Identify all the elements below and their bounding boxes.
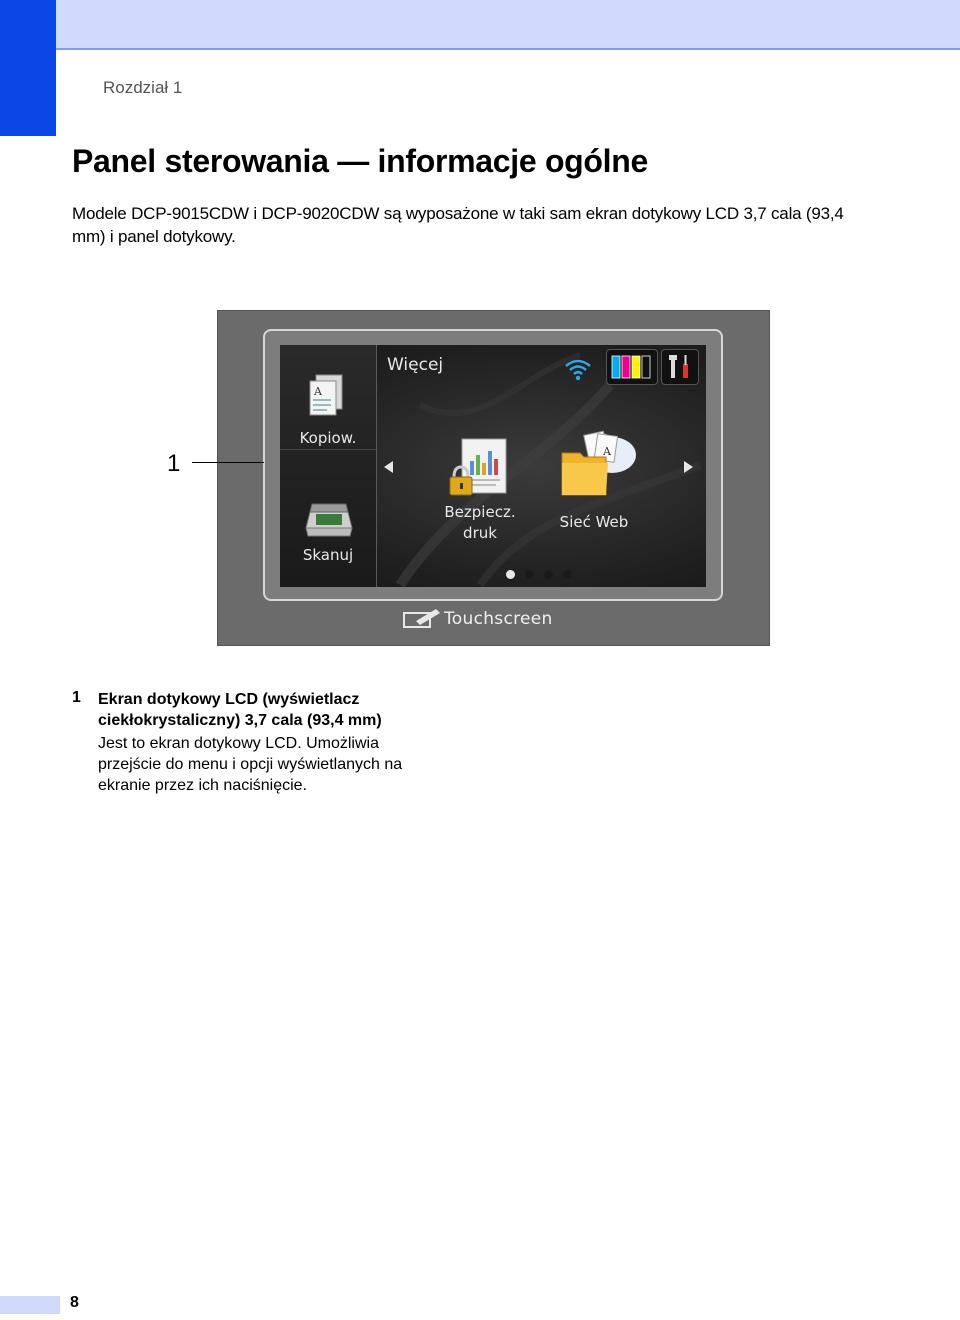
page-title: Panel sterowania — informacje ogólne	[72, 143, 649, 179]
secure-print-button[interactable]	[430, 433, 530, 543]
web-label: Sieć Web	[559, 513, 629, 531]
scan-label: Skanuj	[302, 546, 354, 564]
page-dot-1[interactable]	[506, 570, 515, 579]
legend-number: 1	[72, 689, 81, 706]
secure-print-label-line1: Bezpiecz.	[444, 503, 516, 521]
lcd-screen	[280, 345, 706, 587]
touchscreen-logo-icon	[402, 607, 442, 629]
chapter-label: Rozdział 1	[103, 78, 183, 97]
footer-band	[0, 1296, 60, 1314]
copy-document-icon	[308, 373, 344, 419]
web-button[interactable]	[542, 421, 646, 531]
settings-button[interactable]	[661, 349, 699, 385]
copy-button[interactable]	[280, 345, 376, 450]
secure-print-icon	[448, 437, 512, 497]
secure-print-label-line2: druk	[463, 524, 497, 542]
scanner-icon	[304, 498, 354, 542]
legend-body: Jest to ekran dotykowy LCD. Umożliwia przejście do menu i opcji wyświetlanych na ekranie przez ich naciśnięcie.	[98, 735, 403, 794]
header-band	[56, 0, 960, 50]
control-panel-figure	[217, 310, 770, 646]
toner-button[interactable]	[606, 349, 658, 385]
more-tab[interactable]: Więcej	[387, 355, 444, 375]
chapter-tab	[0, 0, 56, 136]
svg-text:A: A	[603, 445, 611, 458]
web-folder-cloud-icon	[556, 425, 640, 499]
callout-line	[192, 462, 264, 463]
arrow-left-icon[interactable]	[384, 461, 393, 473]
callout-number: 1	[167, 450, 181, 477]
scan-button[interactable]	[280, 450, 376, 587]
page-dot-3[interactable]	[544, 570, 553, 579]
page-dot-2[interactable]	[525, 570, 534, 579]
intro-paragraph: Modele DCP-9015CDW i DCP-9020CDW są wyposażone w taki sam ekran dotykowy LCD 3,7 cala (93,4 mm) i panel dotykowy.	[72, 204, 844, 246]
wifi-icon[interactable]	[563, 357, 593, 381]
copy-label: Kopiow.	[299, 429, 357, 447]
toner-icon	[607, 350, 657, 384]
page-number: 8	[70, 1294, 79, 1311]
svg-text:A: A	[314, 385, 322, 398]
left-shortcut-column	[280, 345, 377, 587]
touchscreen-brand: Touchscreen	[444, 609, 553, 629]
page-dot-4[interactable]	[563, 570, 572, 579]
lcd-bezel	[263, 329, 723, 601]
screen-top-bar	[377, 345, 706, 385]
legend-heading: Ekran dotykowy LCD (wyświetlacz ciekłokrystaliczny) 3,7 cala (93,4 mm)	[98, 691, 382, 729]
arrow-right-icon[interactable]	[684, 461, 693, 473]
tools-icon	[662, 350, 698, 384]
